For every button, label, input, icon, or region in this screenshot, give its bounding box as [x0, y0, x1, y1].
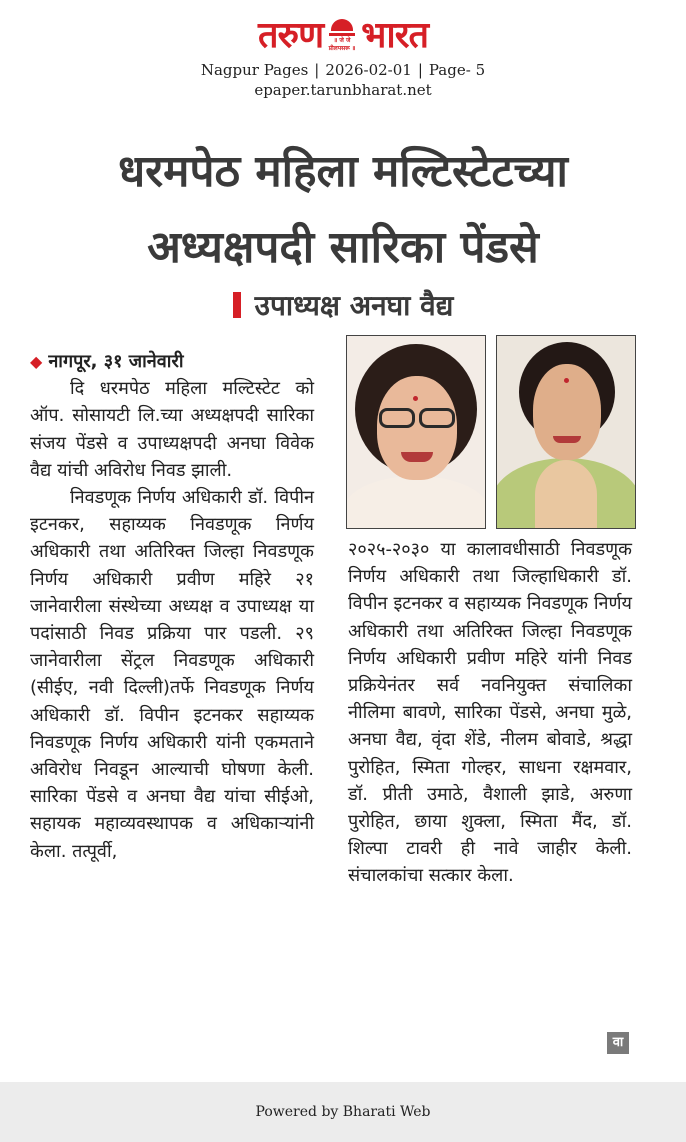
- edition-date: 2026-02-01: [325, 61, 412, 79]
- powered-by-link[interactable]: Powered by Bharati Web: [255, 1104, 431, 1120]
- logo-tagline: ॥ जे जे प्रीलपसरू ॥: [328, 37, 356, 52]
- newspaper-logo[interactable]: [258, 14, 428, 58]
- footer: [0, 1082, 686, 1142]
- portrait-sarika-pendse: [346, 335, 486, 529]
- portrait-anagha-vaidya: [496, 335, 636, 529]
- headline: [10, 134, 676, 286]
- edition-section: Nagpur Pages: [200, 61, 309, 79]
- article-column-left: [30, 348, 314, 865]
- article-paragraph-1: दि धरमपेठ महिला मल्टिस्टेट को ऑप. सोसायटी लि.च्या अध्यक्षपदी सारिका संजय पेंडसे व उपाध्यक्षपदी अनघा विवेक वैद्य यांची अविरोध निवड झाली.: [30, 378, 314, 481]
- sun-emblem-icon: [327, 16, 357, 56]
- subheadline: [0, 284, 686, 328]
- logo-text-right: भारत: [361, 15, 428, 56]
- logo-text-left: तरुण: [258, 15, 324, 56]
- article-paragraph-3: २०२५-२०३० या कालावधीसाठी निवडणूक निर्णय अधिकारी तथा जिल्हाधिकारी डॉ. विपीन इटनकर व सहाय्यक निवडणूक निर्णय अधिकारी तथा अतिरिक्त जिल्हा निवडणूक निर्णय अधिकारी प्रवीण महिरे यांनी निवड प्रक्रियेनंतर सर्व नवनियुक्त संचालिका नीलिमा बावणे, सारिका पेंडसे, अनघा मुळे, अनघा वैद्य, वृंदा शेंडे, नीलम बोवाडे, श्रद्धा पुरोहित, स्मिता गोल्हर, साधना रक्षमवार, डॉ. प्रीती उमाठे, वैशाली झाडे, अरुणा पुरोहित, छाया शुक्ला, स्मिता मैंद, डॉ. शिल्पा टावरी ही नावे जाहीर केली. संचालकांचा सत्कार केला.: [348, 539, 632, 887]
- portrait-photos: [346, 335, 634, 529]
- masthead: [0, 14, 686, 100]
- dateline: [30, 348, 314, 375]
- agency-badge: वा: [607, 1032, 629, 1054]
- site-url[interactable]: epaper.tarunbharat.net: [254, 81, 432, 99]
- subheadline-text: उपाध्यक्ष अनघा वैद्य: [254, 289, 454, 322]
- dateline-text: नागपूर, ३१ जानेवारी: [48, 351, 184, 372]
- headline-line-2: अध्यक्षपदी सारिका पेंडसे: [147, 222, 539, 273]
- red-bar-icon: [233, 292, 241, 318]
- article-paragraph-2: निवडणूक निर्णय अधिकारी डॉ. विपीन इटनकर, सहाय्यक निवडणूक निर्णय अधिकारी तथा अतिरिक्त जिल्हा निवडणूक निर्णय अधिकारी प्रवीण महिरे २१ जानेवारीला संस्थेच्या अध्यक्ष व उपाध्यक्ष या पदांसाठी निवड प्रक्रिया पार पडली. २९ जानेवारीला सेंट्रल निवडणूक अधिकारी (सीईए, नवी दिल्ली)तर्फे निवडणूक निर्णय अधिकारी डॉ. विपीन इटनकर सहाय्यक निवडणूक निर्णय अधिकारी यांनी एकमताने अविरोध निवडून आल्याची घोषणा केली. सारिका पेंडसे व अनघा वैद्य यांचा सीईओ, सहायक महाव्यवस्थापक व अधिकाऱ्यांनी केला. तत्पूर्वी,: [30, 487, 314, 862]
- edition-info: Nagpur Pages | 2026-02-01 | Page- 5: [200, 61, 486, 79]
- article-column-right: [348, 536, 632, 890]
- edition-page: Page- 5: [428, 61, 486, 79]
- diamond-bullet-icon: ◆: [30, 352, 43, 371]
- headline-line-1: धरमपेठ महिला मल्टिस्टेटच्या: [118, 146, 568, 197]
